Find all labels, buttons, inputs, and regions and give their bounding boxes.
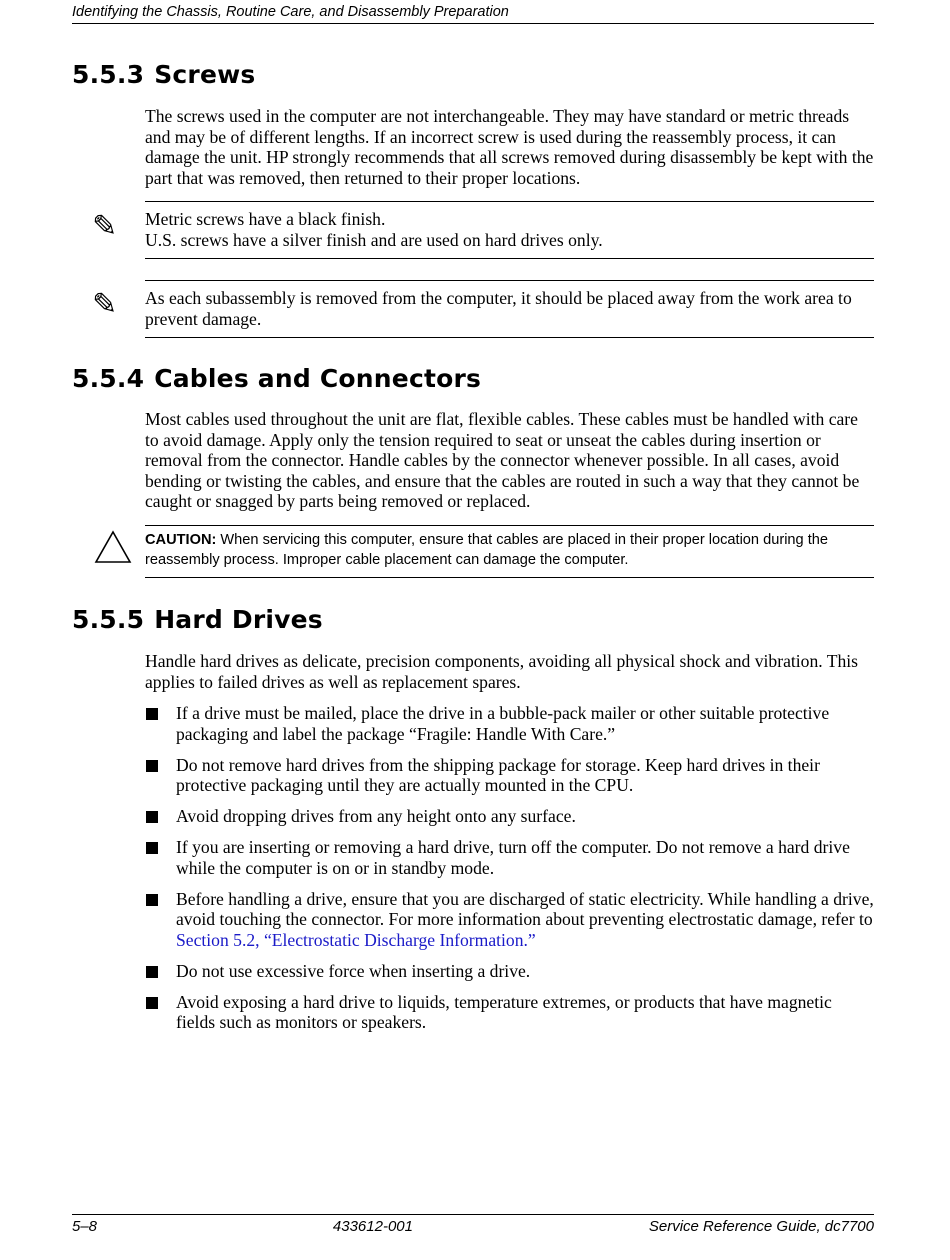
list-item: [145, 806, 875, 827]
list-item-text: If a drive must be mailed, place the drive in a bubble-pack mailer or other suitable protective packaging and label the package “Fragile: Handle With Care.”: [176, 703, 830, 744]
section-title: Screws: [154, 60, 256, 89]
list-item: [145, 703, 875, 744]
esd-section-link[interactable]: Section 5.2, “Electrostatic Discharge Information.”: [176, 929, 536, 950]
note-line: U.S. screws have a silver finish and are used on hard drives only.: [145, 229, 603, 250]
list-item: [145, 837, 875, 878]
square-bullet-icon: [146, 760, 158, 772]
list-item: [145, 992, 875, 1033]
note-subassembly: [145, 280, 874, 338]
screws-paragraph: The screws used in the computer are not interchangeable. They may have standard or metric threads and may be of different lengths. If an incorrect screw is used during the reassembly process, it can damage the unit. HP strongly recommends that all screws removed during disassembly be kept with the part that was removed, then returned to their proper locations.: [145, 106, 874, 188]
list-item-text: Avoid exposing a hard drive to liquids, temperature extremes, or products that have magnetic fields such as monitors or speakers.: [176, 991, 832, 1033]
section-number: 5.5.5: [72, 605, 145, 634]
hard-drives-paragraph: Handle hard drives as delicate, precision components, avoiding all physical shock and vibration. This applies to failed drives as well as replacement spares.: [145, 651, 859, 692]
list-item-text: Avoid dropping drives from any height onto any surface.: [176, 806, 576, 827]
warning-triangle-icon: [94, 530, 132, 564]
section-title: Cables and Connectors: [154, 364, 482, 393]
caution-cables: [145, 525, 874, 578]
square-bullet-icon: [146, 708, 158, 720]
square-bullet-icon: [146, 997, 158, 1009]
section-title: Hard Drives: [154, 605, 323, 634]
caution-label: CAUTION:: [145, 532, 217, 548]
list-item: [145, 889, 875, 951]
list-item: [145, 755, 875, 796]
section-number: 5.5.3: [72, 60, 145, 89]
running-header-title: Identifying the Chassis, Routine Care, and Disassembly Preparation: [72, 4, 509, 20]
part-number: 433612-001: [332, 1218, 413, 1235]
pencil-note-icon: ✎: [92, 209, 118, 244]
caution-text: When servicing this computer, ensure that cables are placed in their proper location during the reassembly process. Improper cable placement can damage the computer.: [145, 532, 829, 568]
section-number: 5.5.4: [72, 364, 145, 393]
square-bullet-icon: [146, 842, 158, 854]
hard-drive-bullet-list: [145, 703, 875, 1043]
list-item: [145, 961, 875, 982]
pencil-note-icon: ✎: [92, 287, 118, 322]
note-line: Metric screws have a black finish.: [145, 209, 386, 229]
section-heading-cables: [72, 364, 481, 393]
list-item-text: If you are inserting or removing a hard drive, turn off the computer. Do not remove a hard drive while the computer is on or in standby mode.: [176, 837, 850, 878]
page-number: 5–8: [72, 1218, 98, 1235]
page-footer: [72, 1214, 874, 1235]
guide-title: Service Reference Guide, dc7700: [648, 1218, 874, 1235]
cables-paragraph: Most cables used throughout the unit are flat, flexible cables. These cables must be handled with care to avoid damage. Apply only the tension required to seat or unseat the cables during insertion or removal from the connector. Handle cables by the connector whenever possible. In all cases, avoid bending or twisting the cables, and ensure that the cables are routed in such a way that they cannot be caught or snagged by parts being removed or replaced.: [145, 409, 860, 512]
list-item-text: Before handling a drive, ensure that you are discharged of static electricity. While handling a drive, avoid touching the connector. For more information about preventing electrostatic damage, refer to: [176, 888, 874, 930]
list-item-text: Do not remove hard drives from the shipping package for storage. Keep hard drives in their protective packaging until they are actually mounted in the CPU.: [176, 754, 820, 796]
square-bullet-icon: [146, 894, 158, 906]
section-heading-hard-drives: [72, 605, 323, 634]
square-bullet-icon: [146, 811, 158, 823]
note-line: As each subassembly is removed from the computer, it should be placed away from the work area to prevent damage.: [145, 288, 852, 329]
list-item-text: Do not use excessive force when inserting a drive.: [176, 960, 531, 981]
square-bullet-icon: [146, 966, 158, 978]
section-heading-screws: [72, 60, 255, 89]
note-screw-finish: [145, 201, 874, 259]
running-header: [72, 4, 874, 24]
